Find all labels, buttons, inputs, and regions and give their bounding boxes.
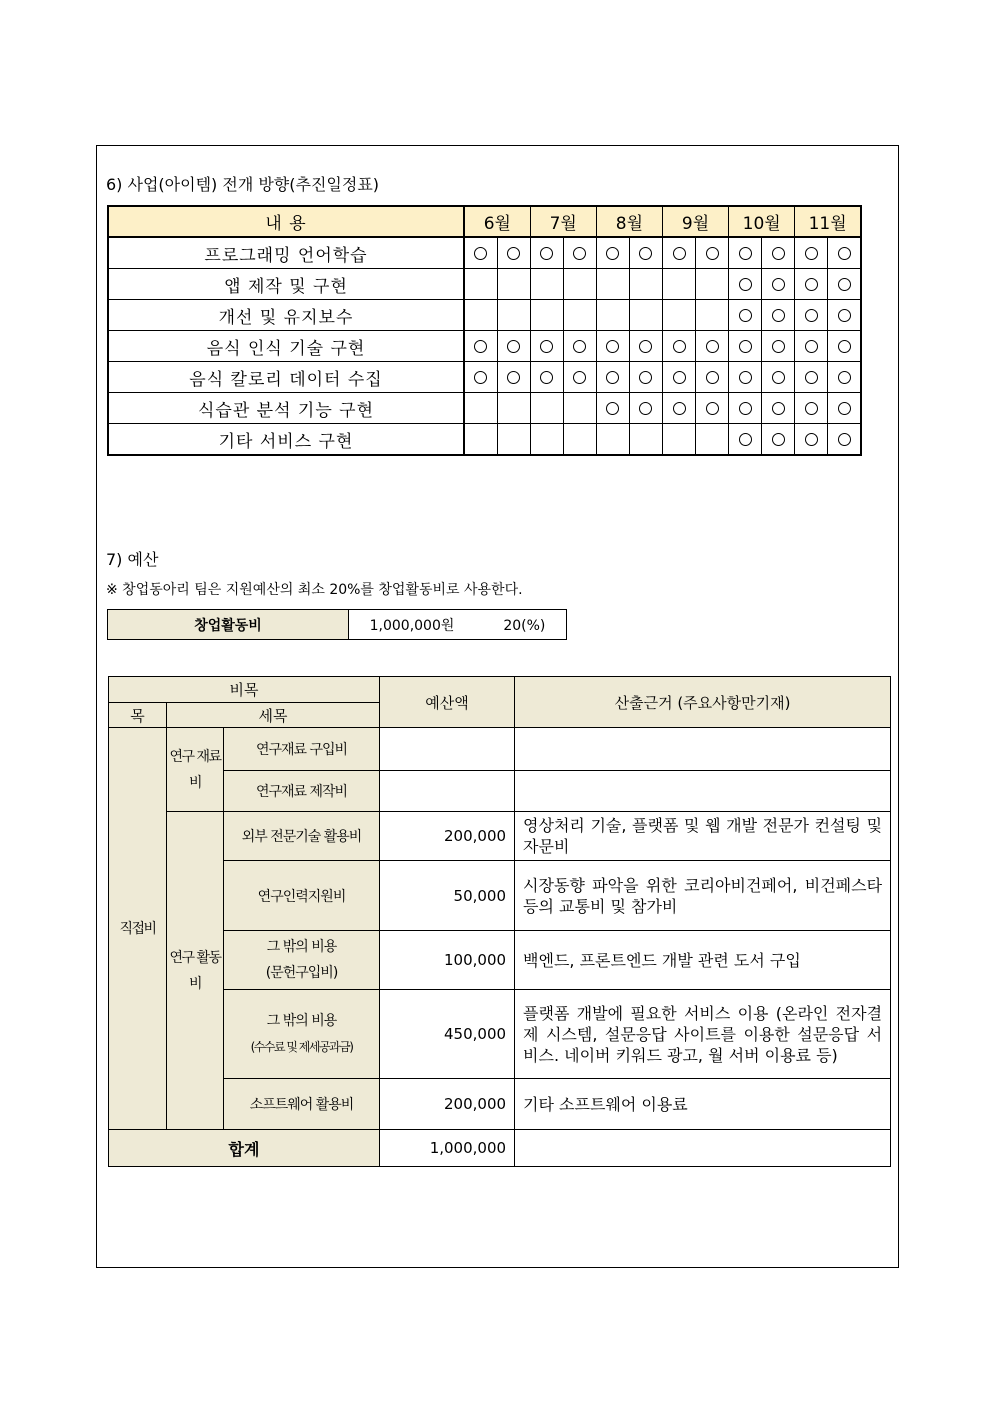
circle-mark-icon (606, 340, 619, 353)
item-name: 외부 전문기술 활용비 (224, 812, 380, 861)
main-category: 직접비 (109, 728, 167, 1130)
schedule-cell (828, 300, 861, 331)
circle-mark-icon (772, 278, 785, 291)
schedule-cell (497, 331, 530, 362)
item-name: 연구재료 구입비 (224, 728, 380, 771)
circle-mark-icon (706, 340, 719, 353)
schedule-cell (464, 331, 497, 362)
schedule-cell (530, 393, 563, 424)
schedule-cell (762, 237, 795, 269)
item-name-line2: (수수료 및 제세공과금) (250, 1040, 353, 1054)
circle-mark-icon (772, 309, 785, 322)
schedule-cell (497, 300, 530, 331)
schedule-cell (563, 300, 596, 331)
schedule-header-row (108, 206, 861, 237)
activity-label: 창업활동비 (108, 610, 349, 640)
circle-mark-icon (805, 278, 818, 291)
item-name-line1: 그 밖의 비용 (266, 939, 337, 955)
circle-mark-icon (739, 402, 752, 415)
item-name-line2: (문헌구입비) (265, 965, 338, 981)
schedule-header-content: 내 용 (108, 206, 464, 237)
section7-title: 7) 예산 (106, 550, 159, 569)
header-basis: 산출근거 (주요사항만기재) (515, 677, 891, 728)
schedule-cell (629, 393, 662, 424)
schedule-cell (828, 269, 861, 300)
item-amount: 450,000 (380, 990, 515, 1079)
schedule-cell (662, 393, 695, 424)
schedule-cell (795, 331, 828, 362)
circle-mark-icon (739, 309, 752, 322)
schedule-cell (563, 237, 596, 269)
circle-mark-icon (739, 340, 752, 353)
schedule-cell (762, 393, 795, 424)
circle-mark-icon (606, 371, 619, 384)
table-row (109, 931, 891, 990)
schedule-cell (795, 269, 828, 300)
table-row (109, 990, 891, 1079)
schedule-row (108, 331, 861, 362)
item-amount (380, 728, 515, 771)
header-mok: 목 (109, 703, 167, 728)
month-header: 9월 (662, 206, 728, 237)
schedule-cell (828, 424, 861, 456)
circle-mark-icon (739, 247, 752, 260)
item-amount (380, 771, 515, 812)
schedule-cell (530, 269, 563, 300)
schedule-cell (629, 331, 662, 362)
schedule-cell (464, 269, 497, 300)
schedule-row (108, 362, 861, 393)
schedule-row-label: 음식 인식 기술 구현 (108, 331, 464, 362)
schedule-cell (662, 362, 695, 393)
circle-mark-icon (673, 247, 686, 260)
circle-mark-icon (507, 371, 520, 384)
circle-mark-icon (772, 433, 785, 446)
schedule-row-label: 프로그래밍 언어학습 (108, 237, 464, 269)
table-row (109, 812, 891, 861)
schedule-cell (530, 331, 563, 362)
schedule-cell (795, 424, 828, 456)
schedule-cell (596, 362, 629, 393)
circle-mark-icon (673, 371, 686, 384)
circle-mark-icon (573, 247, 586, 260)
schedule-body (108, 237, 861, 455)
circle-mark-icon (673, 340, 686, 353)
header-category: 비목 (109, 677, 380, 703)
activity-amount: 1,000,000원 (369, 617, 455, 634)
schedule-cell (563, 269, 596, 300)
schedule-cell (696, 424, 729, 456)
schedule-cell (629, 362, 662, 393)
schedule-cell (662, 424, 695, 456)
schedule-cell (530, 237, 563, 269)
budget-note: ※ 창업동아리 팀은 지원예산의 최소 20%를 창업활동비로 사용한다. (106, 582, 523, 598)
schedule-cell (729, 424, 762, 456)
circle-mark-icon (838, 433, 851, 446)
budget-table (108, 676, 891, 1167)
schedule-cell (563, 362, 596, 393)
circle-mark-icon (474, 340, 487, 353)
schedule-cell (563, 424, 596, 456)
schedule-cell (497, 393, 530, 424)
schedule-cell (596, 237, 629, 269)
activity-row (108, 610, 567, 640)
schedule-cell (696, 362, 729, 393)
schedule-cell (662, 300, 695, 331)
schedule-cell (464, 393, 497, 424)
circle-mark-icon (706, 402, 719, 415)
month-header: 7월 (530, 206, 596, 237)
circle-mark-icon (540, 371, 553, 384)
schedule-cell (497, 237, 530, 269)
circle-mark-icon (606, 247, 619, 260)
item-basis (515, 771, 891, 812)
circle-mark-icon (805, 340, 818, 353)
schedule-cell (662, 269, 695, 300)
item-basis (515, 728, 891, 771)
item-basis: 영상처리 기술, 플랫폼 및 웹 개발 전문가 컨설팅 및 자문비 (515, 812, 891, 861)
schedule-cell (629, 237, 662, 269)
schedule-cell (497, 269, 530, 300)
table-row (109, 861, 891, 931)
circle-mark-icon (639, 340, 652, 353)
schedule-cell (464, 362, 497, 393)
circle-mark-icon (739, 371, 752, 384)
schedule-cell (828, 331, 861, 362)
section6-title: 6) 사업(아이템) 전개 방향(추진일정표) (106, 175, 380, 194)
circle-mark-icon (838, 371, 851, 384)
circle-mark-icon (706, 371, 719, 384)
table-row (109, 728, 891, 771)
circle-mark-icon (772, 247, 785, 260)
circle-mark-icon (805, 402, 818, 415)
circle-mark-icon (573, 340, 586, 353)
circle-mark-icon (706, 247, 719, 260)
schedule-cell (497, 424, 530, 456)
circle-mark-icon (474, 371, 487, 384)
item-name: 연구재료 제작비 (224, 771, 380, 812)
circle-mark-icon (639, 402, 652, 415)
schedule-cell (464, 237, 497, 269)
circle-mark-icon (772, 402, 785, 415)
circle-mark-icon (772, 371, 785, 384)
schedule-cell (762, 362, 795, 393)
item-name (224, 990, 380, 1079)
item-name-line1: 그 밖의 비용 (266, 1013, 337, 1029)
schedule-row-label: 음식 칼로리 데이터 수집 (108, 362, 464, 393)
schedule-cell (563, 331, 596, 362)
schedule-cell (629, 424, 662, 456)
circle-mark-icon (805, 309, 818, 322)
circle-mark-icon (805, 433, 818, 446)
schedule-cell (729, 393, 762, 424)
circle-mark-icon (838, 278, 851, 291)
schedule-cell (596, 300, 629, 331)
total-label: 합계 (109, 1130, 380, 1167)
schedule-row (108, 237, 861, 269)
schedule-cell (729, 269, 762, 300)
schedule-cell (729, 237, 762, 269)
schedule-row-label: 식습관 분석 기능 구현 (108, 393, 464, 424)
schedule-cell (729, 300, 762, 331)
schedule-cell (762, 424, 795, 456)
circle-mark-icon (540, 340, 553, 353)
schedule-cell (530, 362, 563, 393)
item-name: 연구인력지원비 (224, 861, 380, 931)
header-amount: 예산액 (380, 677, 515, 728)
item-name: 소프트웨어 활용비 (224, 1079, 380, 1130)
circle-mark-icon (805, 247, 818, 260)
circle-mark-icon (838, 247, 851, 260)
schedule-cell (563, 393, 596, 424)
circle-mark-icon (673, 402, 686, 415)
item-basis: 시장동향 파악을 위한 코리아비건페어, 비건페스타 등의 교통비 및 참가비 (515, 861, 891, 931)
schedule-cell (596, 331, 629, 362)
activity-percent: 20(%) (503, 617, 546, 634)
schedule-cell (596, 424, 629, 456)
item-basis: 플랫폼 개발에 필요한 서비스 이용 (온라인 전자결제 시스템, 설문응답 사이트를 이용한 설문응답 서비스. 네이버 키워드 광고, 월 서버 이용료 등) (515, 990, 891, 1079)
schedule-cell (795, 393, 828, 424)
item-basis: 기타 소프트웨어 이용료 (515, 1079, 891, 1130)
total-row (109, 1130, 891, 1167)
schedule-cell (762, 269, 795, 300)
item-amount: 100,000 (380, 931, 515, 990)
item-name (224, 931, 380, 990)
item-amount: 50,000 (380, 861, 515, 931)
schedule-cell (696, 331, 729, 362)
item-amount: 200,000 (380, 1079, 515, 1130)
group-research-materials: 연구 재료비 (167, 728, 224, 812)
schedule-row (108, 269, 861, 300)
circle-mark-icon (540, 247, 553, 260)
schedule-cell (696, 269, 729, 300)
circle-mark-icon (474, 247, 487, 260)
circle-mark-icon (573, 371, 586, 384)
schedule-cell (729, 362, 762, 393)
schedule-row-label: 앱 제작 및 구현 (108, 269, 464, 300)
schedule-cell (795, 237, 828, 269)
schedule-row-label: 기타 서비스 구현 (108, 424, 464, 456)
schedule-cell (828, 362, 861, 393)
schedule-cell (662, 237, 695, 269)
circle-mark-icon (507, 340, 520, 353)
schedule-row-label: 개선 및 유지보수 (108, 300, 464, 331)
schedule-cell (828, 393, 861, 424)
month-header: 8월 (596, 206, 662, 237)
month-header: 11월 (795, 206, 861, 237)
circle-mark-icon (739, 433, 752, 446)
header-semok: 세목 (167, 703, 380, 728)
schedule-cell (629, 300, 662, 331)
schedule-cell (530, 424, 563, 456)
schedule-cell (530, 300, 563, 331)
month-header: 6월 (464, 206, 530, 237)
circle-mark-icon (838, 402, 851, 415)
activity-value (349, 610, 567, 640)
schedule-cell (629, 269, 662, 300)
table-row (109, 1079, 891, 1130)
circle-mark-icon (606, 402, 619, 415)
schedule-cell (596, 269, 629, 300)
schedule-cell (729, 331, 762, 362)
schedule-cell (497, 362, 530, 393)
circle-mark-icon (639, 247, 652, 260)
schedule-cell (662, 331, 695, 362)
circle-mark-icon (739, 278, 752, 291)
schedule-cell (795, 362, 828, 393)
circle-mark-icon (838, 340, 851, 353)
schedule-cell (762, 300, 795, 331)
table-row (109, 771, 891, 812)
schedule-cell (596, 393, 629, 424)
month-header: 10월 (729, 206, 795, 237)
schedule-cell (762, 331, 795, 362)
circle-mark-icon (838, 309, 851, 322)
total-amount: 1,000,000 (380, 1130, 515, 1167)
circle-mark-icon (507, 247, 520, 260)
circle-mark-icon (772, 340, 785, 353)
circle-mark-icon (639, 371, 652, 384)
schedule-cell (696, 300, 729, 331)
schedule-row (108, 300, 861, 331)
total-basis (515, 1130, 891, 1167)
schedule-cell (464, 424, 497, 456)
schedule-table (107, 205, 862, 456)
schedule-cell (464, 300, 497, 331)
group-research-activities: 연구 활동비 (167, 812, 224, 1130)
circle-mark-icon (805, 371, 818, 384)
schedule-cell (828, 237, 861, 269)
schedule-cell (795, 300, 828, 331)
schedule-cell (696, 237, 729, 269)
schedule-row (108, 393, 861, 424)
schedule-row (108, 424, 861, 456)
item-basis: 백엔드, 프론트엔드 개발 관련 도서 구입 (515, 931, 891, 990)
schedule-cell (696, 393, 729, 424)
activity-table (107, 609, 567, 640)
item-amount: 200,000 (380, 812, 515, 861)
